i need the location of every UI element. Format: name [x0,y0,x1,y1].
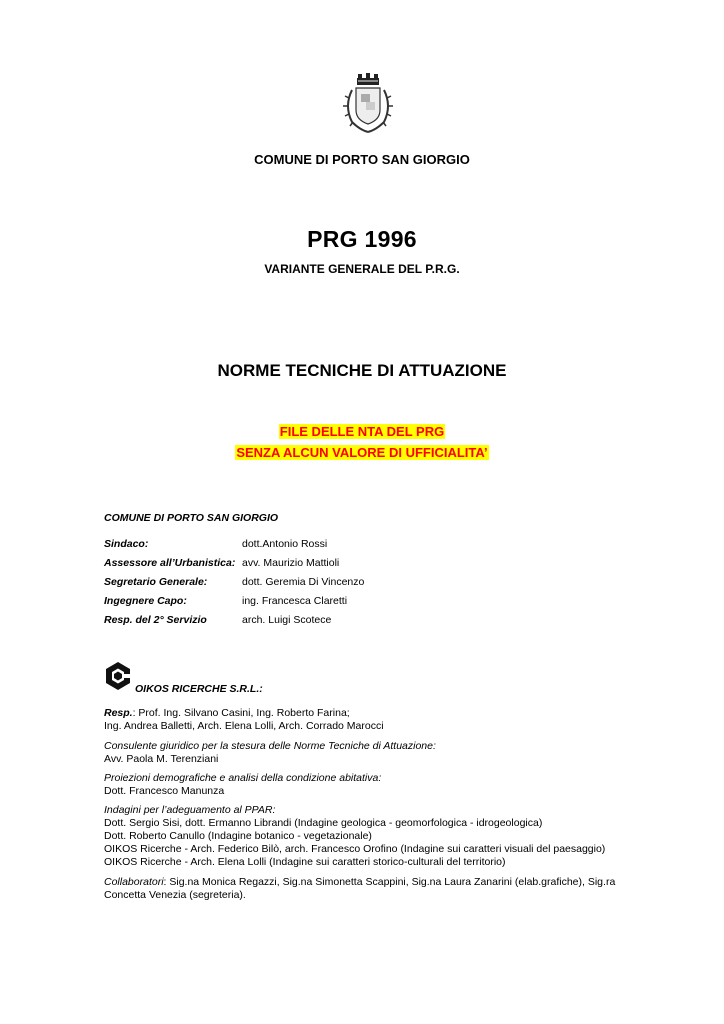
demo-label: Proiezioni demografiche e analisi della condizione abitativa: [104,772,382,784]
legal-label: Consulente giuridico per la stesura delle Norme Tecniche di Attuazione: [104,740,436,752]
notice-text-1: FILE DELLE NTA DEL PRG [279,424,445,439]
notice-text-2: SENZA ALCUN VALORE DI UFFICIALITA’ [236,445,488,460]
role-name: dott. Geremia Di Vincenzo [242,576,365,588]
role-name: dott.Antonio Rossi [242,538,328,550]
collab-line-1 [104,876,664,889]
role-name: arch. Luigi Scotece [242,614,332,626]
notice-line-2 [0,444,724,462]
role-name: ing. Francesca Claretti [242,595,348,607]
role-label: Ingegnere Capo: [104,595,187,607]
resp-names: : Prof. Ing. Silvano Casini, Ing. Roberto Farina; [132,707,350,719]
document-title: PRG 1996 [307,226,417,252]
oikos-logo-icon [104,661,132,691]
collab-names: : Sig.na Monica Regazzi, Sig.na Simonetta Scappini, Sig.na Laura Zanarini (elab.grafiche), Sig.ra [163,876,616,888]
role-label: Resp. del 2° Servizio [104,614,207,626]
collab-line-2: Concetta Venezia (segreteria). [104,889,246,901]
role-label: Segretario Generale: [104,576,208,588]
resp-label: Resp. [104,707,133,719]
ppar-line: Dott. Roberto Canullo (Indagine botanico - vegetazionale) [104,830,372,842]
demo-name: Dott. Francesco Manunza [104,785,225,797]
ppar-line: OIKOS Ricerche - Arch. Federico Bilò, arch. Francesco Orofino (Indagine sui caratteri visuali del paesaggio) [104,843,606,855]
document-name: NORME TECNICHE DI ATTUAZIONE [217,361,507,380]
collab-label: Collaboratori [104,876,164,888]
resp-line-1 [104,707,664,720]
role-label: Assessore all’Urbanistica: [104,557,236,569]
document-subtitle: VARIANTE GENERALE DEL P.R.G. [264,262,460,276]
administration-heading: COMUNE DI PORTO SAN GIORGIO [104,512,279,524]
ppar-line: OIKOS Ricerche - Arch. Elena Lolli (Indagine sui caratteri storico-culturali del territorio) [104,856,506,868]
legal-name: Avv. Paola M. Terenziani [104,753,219,765]
notice-line-1 [0,423,724,441]
resp-line-2: Ing. Andrea Balletti, Arch. Elena Lolli, Arch. Corrado Marocci [104,720,384,732]
role-name: avv. Maurizio Mattioli [242,557,340,569]
ppar-line: Dott. Sergio Sisi, dott. Ermanno Librandi (Indagine geologica - geomorfologica - idrogeologica) [104,817,543,829]
consultant-name: OIKOS RICERCHE S.R.L.: [135,683,263,695]
ppar-label: Indagini per l’adeguamento al PPAR: [104,804,276,816]
municipality-title: COMUNE DI PORTO SAN GIORGIO [254,152,470,167]
coat-of-arms-icon [340,72,396,138]
role-label: Sindaco: [104,538,149,550]
